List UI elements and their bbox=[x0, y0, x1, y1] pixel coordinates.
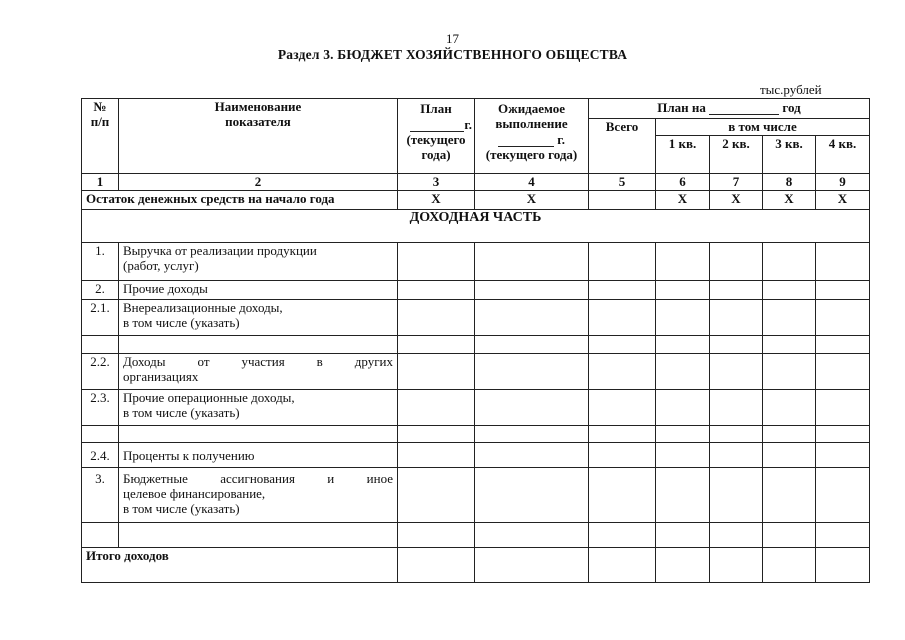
header-name-line1: Наименование bbox=[214, 99, 302, 114]
row-number bbox=[82, 523, 119, 548]
income-section-row bbox=[82, 210, 870, 243]
table-row bbox=[82, 243, 870, 281]
column-number-row bbox=[82, 174, 870, 191]
header-exp-line1: Ожидаемое bbox=[498, 101, 565, 116]
page-number: 17 bbox=[446, 31, 459, 46]
row-number: 3. bbox=[82, 468, 119, 523]
header-plan-line3: (текущего bbox=[406, 132, 466, 147]
value-cell[interactable] bbox=[475, 300, 589, 336]
table-row bbox=[82, 468, 870, 523]
row-name-line: в том числе (указать) bbox=[123, 501, 240, 516]
header-q3: 3 кв. bbox=[763, 136, 816, 174]
value-cell[interactable] bbox=[763, 523, 816, 548]
opening-balance-mark: Х bbox=[763, 191, 816, 210]
planon-year-blank bbox=[709, 99, 779, 115]
opening-balance-mark: Х bbox=[398, 191, 475, 210]
value-cell[interactable] bbox=[475, 548, 589, 583]
value-cell[interactable] bbox=[475, 390, 589, 426]
value-cell[interactable] bbox=[589, 548, 656, 583]
value-cell[interactable] bbox=[710, 281, 763, 300]
table-row bbox=[82, 300, 870, 336]
row-name-line: Доходы от участия в других bbox=[123, 354, 393, 369]
row-number: 1. bbox=[82, 243, 119, 281]
value-cell[interactable] bbox=[763, 336, 816, 354]
value-cell[interactable] bbox=[710, 443, 763, 468]
value-cell[interactable] bbox=[398, 300, 475, 336]
value-cell[interactable] bbox=[398, 426, 475, 443]
value-cell[interactable] bbox=[816, 426, 870, 443]
value-cell[interactable] bbox=[816, 390, 870, 426]
header-row-1 bbox=[82, 99, 870, 119]
total-income-row bbox=[82, 548, 870, 583]
value-cell[interactable] bbox=[763, 468, 816, 523]
value-cell[interactable] bbox=[398, 243, 475, 281]
row-number: 2. bbox=[82, 281, 119, 300]
value-cell[interactable] bbox=[816, 548, 870, 583]
header-including-cell: в том числе bbox=[656, 119, 870, 136]
value-cell[interactable] bbox=[763, 354, 816, 390]
value-cell[interactable] bbox=[475, 354, 589, 390]
expected-year-blank bbox=[498, 131, 554, 147]
value-cell[interactable] bbox=[656, 523, 710, 548]
total-income-label: Итого доходов bbox=[82, 548, 398, 583]
table-row bbox=[82, 443, 870, 468]
value-cell[interactable] bbox=[710, 243, 763, 281]
row-number: 2.4. bbox=[82, 443, 119, 468]
value-cell[interactable] bbox=[763, 548, 816, 583]
table-row-blank bbox=[82, 523, 870, 548]
row-number bbox=[82, 426, 119, 443]
value-cell[interactable] bbox=[475, 281, 589, 300]
col-number: 6 bbox=[656, 174, 710, 191]
value-cell[interactable] bbox=[398, 443, 475, 468]
value-cell[interactable] bbox=[656, 426, 710, 443]
value-cell[interactable] bbox=[816, 443, 870, 468]
value-cell[interactable] bbox=[398, 354, 475, 390]
budget-table bbox=[81, 98, 870, 583]
value-cell[interactable] bbox=[475, 336, 589, 354]
value-cell[interactable] bbox=[710, 300, 763, 336]
value-cell[interactable] bbox=[710, 390, 763, 426]
value-cell[interactable] bbox=[763, 426, 816, 443]
value-cell[interactable] bbox=[656, 243, 710, 281]
value-cell[interactable] bbox=[398, 523, 475, 548]
value-cell[interactable] bbox=[656, 300, 710, 336]
value-cell[interactable] bbox=[656, 390, 710, 426]
row-name-line: Бюджетные ассигнования и иное bbox=[123, 471, 393, 486]
value-cell[interactable] bbox=[763, 243, 816, 281]
value-cell[interactable] bbox=[710, 548, 763, 583]
col-number: 5 bbox=[589, 174, 656, 191]
row-number bbox=[82, 336, 119, 354]
value-cell[interactable] bbox=[589, 300, 656, 336]
value-cell[interactable] bbox=[656, 281, 710, 300]
value-cell[interactable] bbox=[656, 443, 710, 468]
opening-balance-row bbox=[82, 191, 870, 210]
header-plan-line4: года) bbox=[421, 147, 451, 162]
header-exp-line3: г. bbox=[557, 132, 565, 147]
value-cell[interactable] bbox=[475, 468, 589, 523]
value-cell[interactable] bbox=[589, 390, 656, 426]
row-name[interactable] bbox=[119, 523, 398, 548]
opening-balance-mark bbox=[589, 191, 656, 210]
row-number: 2.3. bbox=[82, 390, 119, 426]
units-label: тыс.рублей bbox=[760, 82, 822, 97]
header-q4: 4 кв. bbox=[816, 136, 870, 174]
value-cell[interactable] bbox=[763, 281, 816, 300]
header-exp-line2: выполнение bbox=[495, 116, 568, 131]
plan-year-blank bbox=[410, 116, 464, 132]
value-cell[interactable] bbox=[710, 336, 763, 354]
col-number: 8 bbox=[763, 174, 816, 191]
value-cell[interactable] bbox=[589, 354, 656, 390]
row-name-line: организациях bbox=[123, 369, 199, 384]
col-number: 4 bbox=[475, 174, 589, 191]
col-number: 2 bbox=[119, 174, 398, 191]
value-cell[interactable] bbox=[475, 443, 589, 468]
header-total-cell: Всего bbox=[589, 119, 656, 174]
income-section-title: ДОХОДНАЯ ЧАСТЬ bbox=[82, 210, 870, 243]
header-planon-suffix: год bbox=[782, 100, 801, 115]
value-cell[interactable] bbox=[816, 281, 870, 300]
table-row bbox=[82, 281, 870, 300]
value-cell[interactable] bbox=[763, 443, 816, 468]
header-planon-cell bbox=[589, 99, 870, 119]
table-row-blank bbox=[82, 426, 870, 443]
header-q2: 2 кв. bbox=[710, 136, 763, 174]
value-cell[interactable] bbox=[656, 354, 710, 390]
value-cell[interactable] bbox=[656, 336, 710, 354]
table-row bbox=[82, 354, 870, 390]
value-cell[interactable] bbox=[398, 281, 475, 300]
value-cell[interactable] bbox=[475, 523, 589, 548]
value-cell[interactable] bbox=[475, 243, 589, 281]
header-num-line1: № bbox=[93, 99, 107, 114]
table-row bbox=[82, 390, 870, 426]
row-name-line: в том числе (указать) bbox=[123, 405, 240, 420]
row-name-line: Выручка от реализации продукции bbox=[123, 243, 317, 258]
value-cell[interactable] bbox=[816, 300, 870, 336]
value-cell[interactable] bbox=[710, 354, 763, 390]
header-num-line2: п/п bbox=[90, 114, 110, 129]
opening-balance-mark: Х bbox=[816, 191, 870, 210]
value-cell[interactable] bbox=[398, 390, 475, 426]
value-cell[interactable] bbox=[589, 336, 656, 354]
value-cell[interactable] bbox=[816, 354, 870, 390]
row-number: 2.2. bbox=[82, 354, 119, 390]
row-name[interactable] bbox=[119, 426, 398, 443]
value-cell[interactable] bbox=[398, 548, 475, 583]
row-name-line: Прочие доходы bbox=[123, 281, 208, 296]
value-cell[interactable] bbox=[589, 281, 656, 300]
row-name-line: Проценты к получению bbox=[123, 447, 255, 463]
col-number: 3 bbox=[398, 174, 475, 191]
value-cell[interactable] bbox=[589, 443, 656, 468]
row-name-line: целевое финансирование, bbox=[123, 486, 266, 501]
opening-balance-mark: Х bbox=[475, 191, 589, 210]
header-exp-line4: (текущего года) bbox=[485, 147, 578, 162]
header-name-cell bbox=[119, 99, 398, 174]
value-cell[interactable] bbox=[710, 426, 763, 443]
value-cell[interactable] bbox=[589, 243, 656, 281]
value-cell[interactable] bbox=[475, 426, 589, 443]
header-plan-cell bbox=[398, 99, 475, 174]
header-plan-line2: г. bbox=[464, 117, 472, 132]
opening-balance-label: Остаток денежных средств на начало года bbox=[82, 191, 398, 210]
value-cell[interactable] bbox=[589, 426, 656, 443]
value-cell[interactable] bbox=[589, 468, 656, 523]
header-expected-cell bbox=[475, 99, 589, 174]
row-name-line: Прочие операционные доходы, bbox=[123, 390, 295, 405]
value-cell[interactable] bbox=[398, 336, 475, 354]
document-title: Раздел 3. БЮДЖЕТ ХОЗЯЙСТВЕННОГО ОБЩЕСТВА bbox=[277, 47, 628, 62]
header-num-cell bbox=[82, 99, 119, 174]
row-name bbox=[119, 300, 398, 336]
value-cell[interactable] bbox=[816, 523, 870, 548]
header-name-line2: показателя bbox=[225, 114, 291, 129]
value-cell[interactable] bbox=[656, 548, 710, 583]
row-name-line: Внереализационные доходы, bbox=[123, 300, 283, 315]
value-cell[interactable] bbox=[816, 336, 870, 354]
row-name bbox=[119, 281, 398, 300]
row-name bbox=[119, 354, 398, 390]
value-cell[interactable] bbox=[710, 468, 763, 523]
header-planon-prefix: План на bbox=[657, 100, 706, 115]
header-plan-line1: План bbox=[420, 101, 452, 116]
opening-balance-mark: Х bbox=[710, 191, 763, 210]
value-cell[interactable] bbox=[710, 523, 763, 548]
row-name-line: в том числе (указать) bbox=[123, 315, 240, 330]
row-number: 2.1. bbox=[82, 300, 119, 336]
row-name bbox=[119, 390, 398, 426]
header-q1: 1 кв. bbox=[656, 136, 710, 174]
value-cell[interactable] bbox=[763, 390, 816, 426]
table-row-blank bbox=[82, 336, 870, 354]
value-cell[interactable] bbox=[398, 468, 475, 523]
row-name bbox=[119, 468, 398, 523]
col-number: 7 bbox=[710, 174, 763, 191]
value-cell[interactable] bbox=[763, 300, 816, 336]
col-number: 1 bbox=[82, 174, 119, 191]
row-name bbox=[119, 443, 398, 468]
value-cell[interactable] bbox=[816, 468, 870, 523]
opening-balance-mark: Х bbox=[656, 191, 710, 210]
value-cell[interactable] bbox=[816, 243, 870, 281]
col-number: 9 bbox=[816, 174, 870, 191]
value-cell[interactable] bbox=[656, 468, 710, 523]
row-name bbox=[119, 243, 398, 281]
value-cell[interactable] bbox=[589, 523, 656, 548]
row-name-line: (работ, услуг) bbox=[123, 258, 199, 273]
row-name[interactable] bbox=[119, 336, 398, 354]
